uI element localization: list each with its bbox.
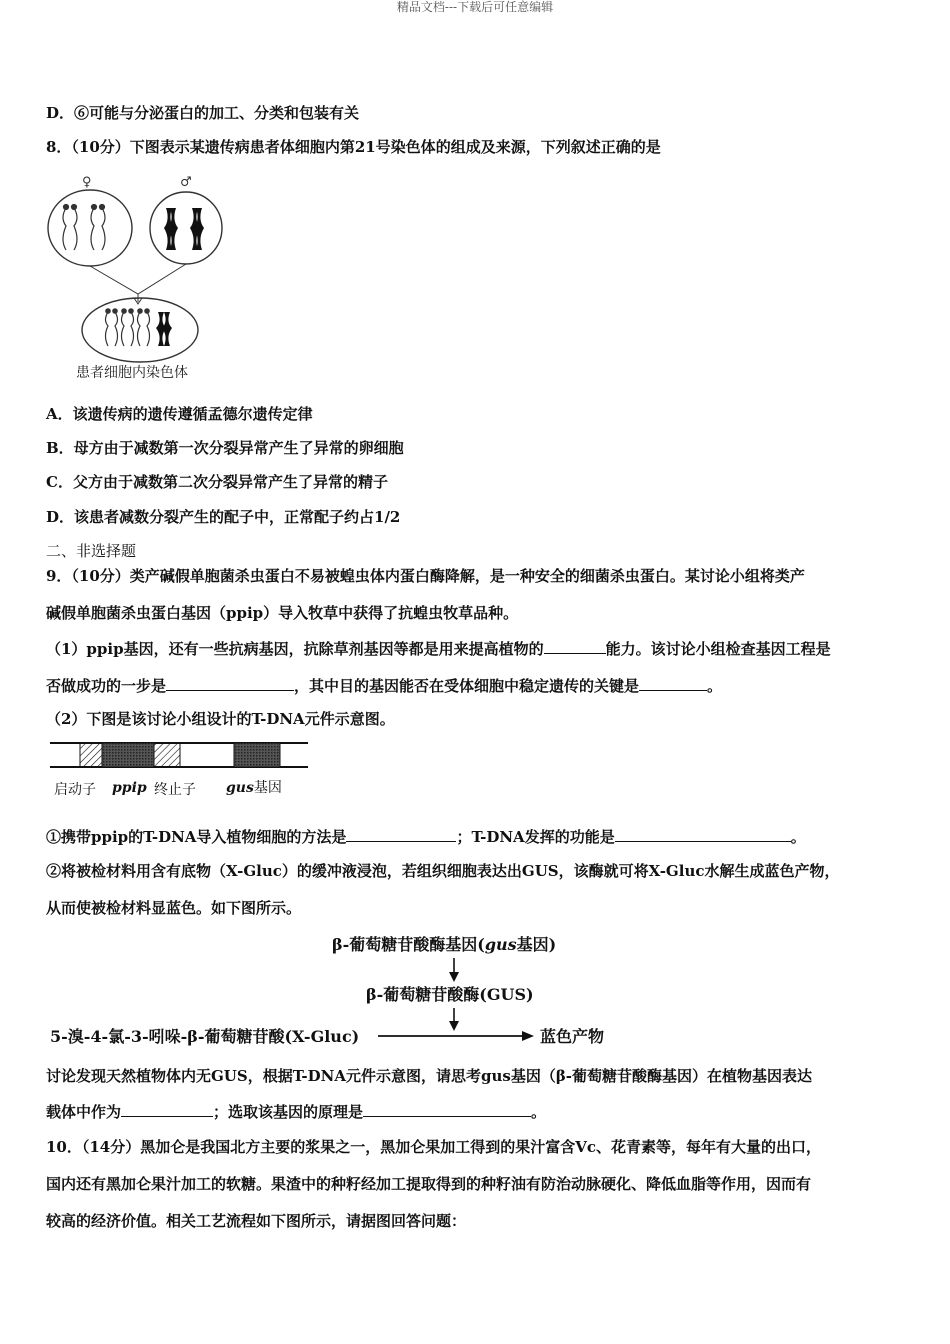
q9-stem-line2: 碱假单胞菌杀虫蛋白基因（ppip）导入牧草中获得了抗蝗虫牧草品种。 xyxy=(46,604,519,622)
flow-gene-b: gus xyxy=(484,935,517,954)
promoter-segment xyxy=(80,743,102,767)
label-gus-italic: gus xyxy=(226,780,254,796)
label-ppip: ppip xyxy=(112,780,147,796)
q9-sub2-line1: ②将被检材料用含有底物（X-Gluc）的缓冲液浸泡，若组织细胞表达出GUS，该酶就可将X-Gluc水解生成蓝色产物， xyxy=(46,862,840,880)
label-gus xyxy=(226,779,282,796)
patient-cell xyxy=(82,298,198,362)
q8-stem: 8．（10分）下图表示某遗传病患者体细胞内第21号染色体的组成及来源，下列叙述正确的是 xyxy=(46,138,661,156)
q9-tail-text-a: 载体中作为 xyxy=(46,1103,122,1121)
q8-option-b: B．母方由于减数第一次分裂异常产生了异常的卵细胞 xyxy=(46,439,404,457)
q9-sub1-text-b: ；T-DNA发挥的功能是 xyxy=(456,828,615,846)
chromosome-figure xyxy=(44,170,224,385)
q9-part1-text-b: 能力。该讨论小组检查基因工程是 xyxy=(605,640,831,658)
gus-segment xyxy=(234,743,280,767)
ppip-segment xyxy=(102,743,154,767)
answer-blank-5[interactable] xyxy=(615,827,791,842)
q9-part1-line2 xyxy=(46,676,722,696)
male-symbol: ♂ xyxy=(180,175,192,190)
q8-option-d: D．该患者减数分裂产生的配子中，正常配子约占1/2 xyxy=(46,508,401,526)
answer-blank-1[interactable] xyxy=(544,639,606,654)
father-cell xyxy=(150,192,222,264)
q9-sub1-text-c: 。 xyxy=(790,828,806,846)
flow-gene-a: β-葡萄糖苷酸酶基因( xyxy=(332,935,485,954)
q9-part1-text-c: 否做成功的一步是 xyxy=(46,677,167,695)
gus-flow-diagram xyxy=(46,928,646,1052)
q9-tail-line1: 讨论发现天然植物体内无GUS，根据T-DNA元件示意图，请思考gus基因（β-葡萄糖苷酸酶基因）在植物基因表达 xyxy=(46,1067,813,1085)
q9-sub2-line2: 从而使被检材料显蓝色。如下图所示。 xyxy=(46,899,302,917)
flow-enzyme: β-葡萄糖苷酸酶(GUS) xyxy=(366,985,534,1004)
label-promoter: 启动子 xyxy=(54,782,96,798)
q9-tail-text-b: ；选取该基因的原理是 xyxy=(213,1103,364,1121)
answer-blank-7[interactable] xyxy=(363,1102,531,1117)
q9-tail-line2 xyxy=(46,1102,546,1122)
mother-cell xyxy=(48,190,132,266)
q9-part1-text-a: （1）ppip基因，还有一些抗病基因，抗除草剂基因等都是用来提高植物的 xyxy=(46,640,544,658)
answer-blank-3[interactable] xyxy=(639,676,707,691)
q10-line1: 10．（14分）黑加仑是我国北方主要的浆果之一，黑加仑果加工得到的果汁富含Vc、花青素等，每年有大量的出口， xyxy=(46,1138,822,1156)
female-symbol: ♀ xyxy=(82,175,92,190)
answer-blank-4[interactable] xyxy=(346,827,456,842)
label-terminator: 终止子 xyxy=(154,782,196,798)
arrow-down-icon xyxy=(449,972,459,982)
figure-caption: 患者细胞内染色体 xyxy=(76,365,188,381)
q9-part1-text-e: 。 xyxy=(707,677,723,695)
arrow-right-icon xyxy=(522,1031,534,1041)
flow-gene-c: 基因) xyxy=(516,935,557,954)
paternal-chromosomes xyxy=(164,208,204,250)
q8-option-a: A．该遗传病的遗传遵循孟德尔遗传定律 xyxy=(46,405,313,423)
q9-sub1-text-a: ①携带ppip的T-DNA导入植物细胞的方法是 xyxy=(46,828,347,846)
q9-part1-text-d: ，其中目的基因能否在受体细胞中稳定遗传的关键是 xyxy=(294,677,640,695)
answer-blank-6[interactable] xyxy=(121,1102,213,1117)
arrow-down-icon-2 xyxy=(449,1021,459,1031)
patient-chromosome-paternal xyxy=(156,312,172,346)
connector-lines xyxy=(90,264,186,294)
terminator-segment xyxy=(154,743,180,767)
flow-product: 蓝色产物 xyxy=(540,1027,605,1046)
page-header: 精品文档---下载后可任意编辑 xyxy=(396,0,554,14)
tdna-diagram xyxy=(46,740,316,802)
q7-option-d: D．⑥可能与分泌蛋白的加工、分类和包装有关 xyxy=(46,104,360,122)
flow-substrate: 5-溴-4-氯-3-吲哚-β-葡萄糖苷酸(X-Gluc) xyxy=(50,1027,360,1046)
answer-blank-2[interactable] xyxy=(166,676,294,691)
q9-sub1 xyxy=(46,827,806,847)
flow-gene xyxy=(332,935,556,954)
q9-part2: （2）下图是该讨论小组设计的T-DNA元件示意图。 xyxy=(46,710,395,728)
q10-line3: 较高的经济价值。相关工艺流程如下图所示，请据图回答问题： xyxy=(46,1212,467,1230)
q9-tail-text-c: 。 xyxy=(531,1103,547,1121)
section-title: 二、非选择题 xyxy=(46,542,137,560)
maternal-chromosomes xyxy=(63,205,105,251)
patient-chromosomes-maternal xyxy=(106,309,150,346)
q9-stem-line1: 9．（10分）类产碱假单胞菌杀虫蛋白不易被蝗虫体内蛋白酶降解，是一种安全的细菌杀虫蛋白。某讨论小组将类产 xyxy=(46,567,805,585)
q9-part1-line1 xyxy=(46,639,831,659)
label-gus-gene: 基因 xyxy=(253,780,282,796)
q8-option-c: C．父方由于减数第二次分裂异常产生了异常的精子 xyxy=(46,473,388,491)
q10-line2: 国内还有黑加仑果汁加工的软糖。果渣中的种籽经加工提取得到的种籽油有防治动脉硬化、降低血脂等作用，因而有 xyxy=(46,1175,812,1193)
